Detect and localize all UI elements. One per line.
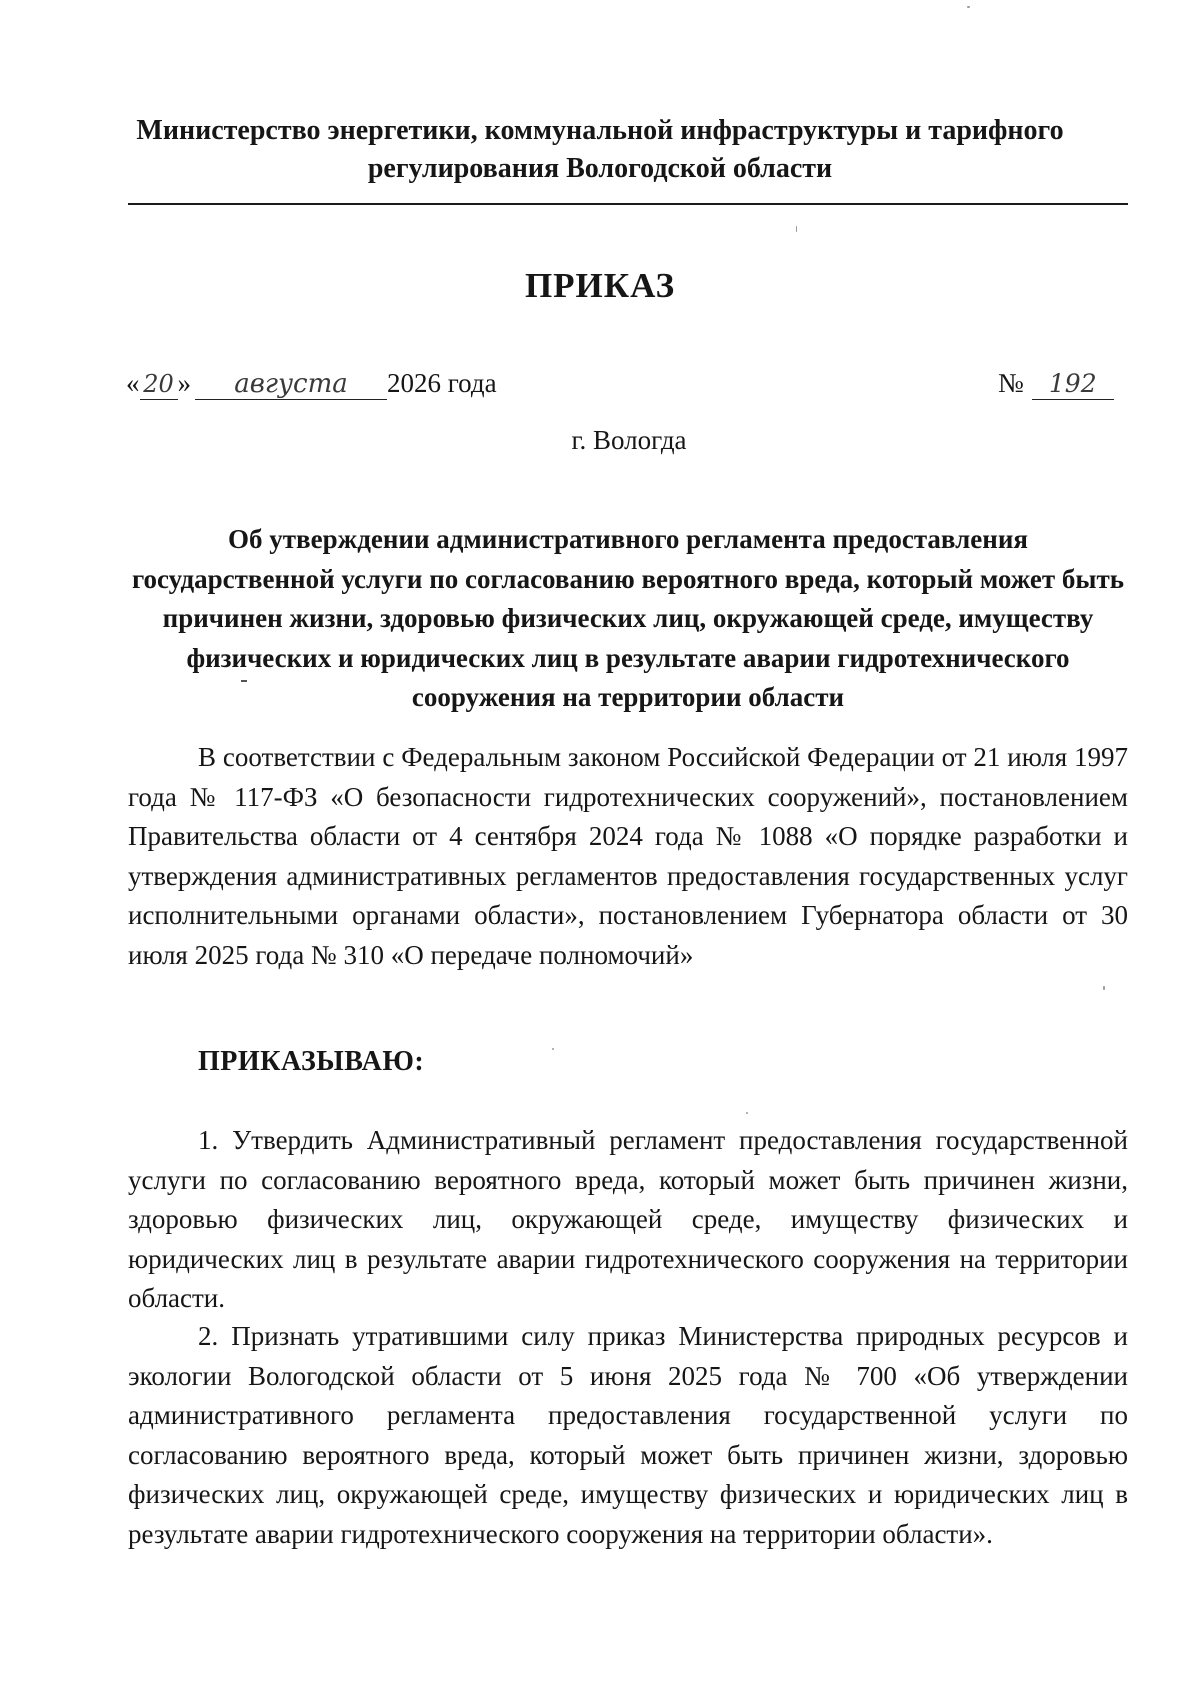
header-rule bbox=[128, 203, 1128, 205]
document-type-title: ПРИКАЗ bbox=[524, 266, 676, 305]
order-word: ПРИКАЗЫВАЮ: bbox=[198, 1046, 425, 1077]
scan-speck bbox=[1103, 986, 1105, 990]
date-year: 2026 года bbox=[387, 368, 497, 398]
preamble-paragraph: В соответствии с Федеральным законом Российской Федерации от 21 июля 1997 года № 117-ФЗ «О безопасности гидротехнических сооружений», постановлением Правительства области от 4 сентября 2024 года № 1088 «О порядке разработки и утверждения административных регламентов предоставления государственных услуг исполнительными органами области», постановлением Губернатора области от 30 июля 2025 года № 310 «О передаче полномочий» bbox=[128, 742, 1128, 970]
date-line bbox=[126, 368, 497, 400]
date-close-quote: » bbox=[177, 368, 191, 398]
scan-speck bbox=[746, 1112, 748, 1114]
number-label: № bbox=[998, 368, 1024, 398]
organization-header: Министерство энергетики, коммунальной инфраструктуры и тарифного регулирования Вологодской области bbox=[136, 115, 1064, 184]
scan-mark bbox=[241, 680, 247, 682]
number-line bbox=[998, 368, 1114, 400]
clause-2: 2. Признать утратившими силу приказ Министерства природных ресурсов и экологии Вологодской области от 5 июня 2025 года № 700 «Об утверждении административного регламента предоставления государственной услуги по согласованию вероятного вреда, который может быть причинен жизни, здоровью физических лиц, окружающей среде, имуществу физических и юридических лиц в результате аварии гидротехнического сооружения на территории области». bbox=[128, 1321, 1128, 1549]
handwritten-day: 20 bbox=[140, 369, 178, 400]
handwritten-number: 192 bbox=[1032, 369, 1114, 400]
scan-speck bbox=[967, 6, 970, 8]
handwritten-month: августа bbox=[195, 369, 387, 400]
clause-1: 1. Утвердить Административный регламент предоставления государственной услуги по согласованию вероятного вреда, который может быть причинен жизни, здоровью физических лиц, окружающей среде, имуществу физических и юридических лиц в результате аварии гидротехнического сооружения на территории области. bbox=[128, 1125, 1128, 1313]
document-subject: Об утверждении административного регламента предоставления государственной услуги по согласованию вероятного вреда, который может быть причинен жизни, здоровью физических лиц, окружающей среде, имуществу физических и юридических лиц в результате аварии гидротехнического сооружения на территории области bbox=[131, 524, 1125, 712]
city-line: г. Вологда bbox=[571, 425, 687, 455]
scan-speck bbox=[552, 1048, 554, 1050]
scan-speck bbox=[796, 226, 797, 232]
date-open-quote: « bbox=[126, 368, 140, 398]
